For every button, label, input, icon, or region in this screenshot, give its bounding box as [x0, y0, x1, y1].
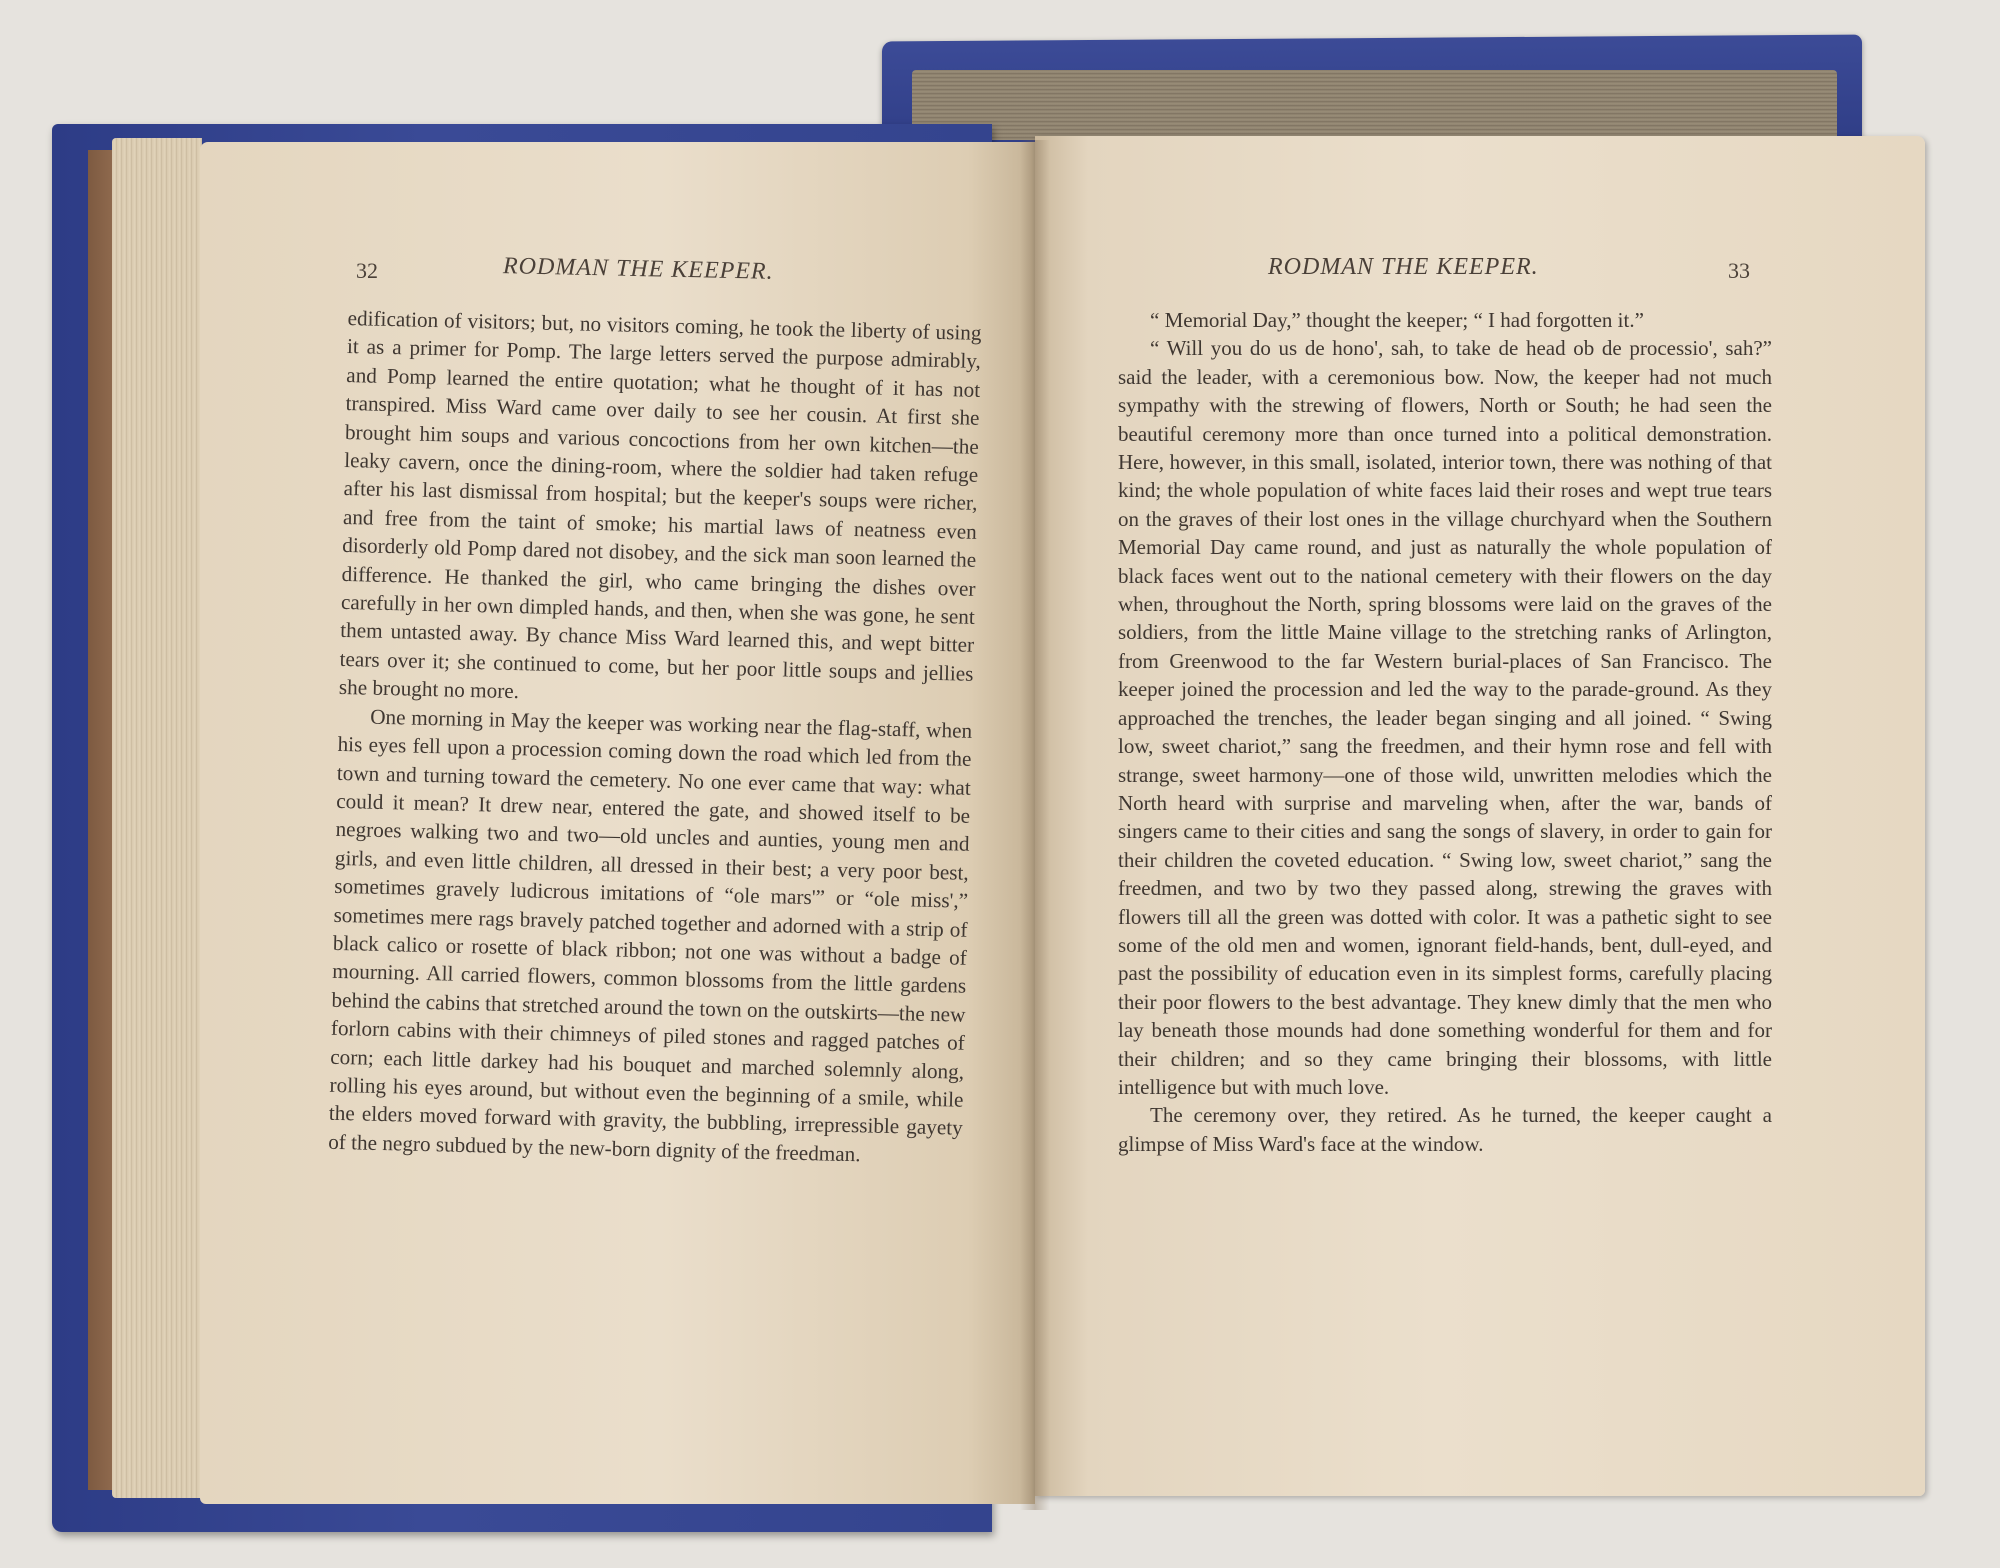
left-paragraph-1: edification of visitors; but, no visitors coming, he took the liberty of using it as a primer for Pomp. The large letters served the purpose admirably, and Pomp learned the entire quotation; what he thought of it has not transpired. Miss Ward came over daily to see her cousin. At first she brought him soups and various concoctions from her own kitchen—the leaky cavern, once the dining-room, where the soldier had taken refuge after his last dismissal from hospital; but the keeper's soups were richer, and free from the taint of smoke; his martial laws of neatness even disorderly old Pomp dared not disobey, and the sick man soon learned the difference. He thanked the girl, who came bringing the dishes over carefully in her own dimpled hands, and then, when she was gone, he sent them untasted away. By chance Miss Ward learned this, and wept bitter tears over it; she continued to come, but her poor little soups and jellies she brought no more. — [338, 305, 982, 704]
right-paragraph-2: “ Will you do us de hono', sah, to take de head ob de processio', sah?” said the leader, with a ceremonious bow. Now, the keeper had not much sympathy with the strewing of flowers, North or South; he had seen the beautiful ceremony more than once turned into a political demonstration. Here, however, in this small, isolated, interior town, there was nothing of that kind; the whole population of white faces laid their roses and wept true tears on the graves of their lost ones in the village churchyard when the Southern Memorial Day came round, and just as naturally the whole population of black faces went out to the national cemetery with their flowers on the day when, throughout the North, spring blossoms were laid on the graves of the soldiers, from the little Maine village to the stretching ranks of Arlington, from Greenwood to the far Western burial-places of San Francisco. The keeper joined the procession and led the way to the parade-ground. As they approached the trenches, the leader began singing and all joined. “ Swing low, sweet chariot,” sang the freedmen, and their hymn rose and fell with strange, sweet harmony—one of those wild, unwritten melodies which the North heard with surprise and marveling when, after the war, bands of singers came to their cities and sang the songs of slavery, in order to gain for their children the coveted education. “ Swing low, sweet chariot,” sang the freedmen, and two by two they passed along, strewing the graves with flowers till all the green was dotted with color. It was a pathetic sight to see some of the old men and women, ignorant field-hands, bent, dull-eyed, and past the possibility of education even in its simplest forms, carefully placing their poor flowers to the best advantage. They knew dimly that the men who lay beneath those mounds had done something wonderful for them and for their children; and so they came bringing their blossoms, with little intelligence but with much love. — [1118, 336, 1772, 1099]
right-paragraph-3: The ceremony over, they retired. As he turned, the keeper caught a glimpse of Miss Ward's face at the window. — [1118, 1103, 1772, 1156]
left-paragraph-2: One morning in May the keeper was working near the flag-staff, when his eyes fell upon a procession coming down the road which led from the town and turning toward the cemetery. No one ever came that way: what could it mean? It drew near, entered the gate, and showed itself to be negroes walking two and two—old uncles and aunties, young men and girls, and even little children, all dressed in their best; a very poor best, sometimes gravely ludicrous imitations of “ole mars'” or “ole miss',” sometimes mere rags bravely patched together and adorned with a strip of black calico or rosette of black ribbon; not one was without a badge of mourning. All carried flowers, common blossoms from the little gardens behind the cabins that stretched around the town on the outskirts—the new forlorn cabins with their chimneys of piled stones and ragged patches of corn; each little darkey had his bouquet and marched solemnly along, rolling his eyes around, but without even the beginning of a smile, while the elders moved forward with gravity, the bubbling, irrepressible gayety of the negro subdued by the new-born dignity of the freedman. — [327, 704, 973, 1167]
right-page-number: 33 — [1728, 258, 1750, 283]
book-gutter — [1020, 140, 1050, 1510]
right-page-body — [1118, 306, 1772, 1158]
right-running-head: RODMAN THE KEEPER. — [1268, 254, 1539, 280]
page-stack-left — [112, 138, 202, 1498]
left-page-body — [328, 304, 982, 1171]
left-running-head: RODMAN THE KEEPER. — [502, 253, 774, 285]
page-edges-top — [912, 70, 1837, 140]
left-page-number: 32 — [356, 258, 378, 283]
right-paragraph-1: “ Memorial Day,” thought the keeper; “ I had forgotten it.” — [1150, 308, 1644, 332]
